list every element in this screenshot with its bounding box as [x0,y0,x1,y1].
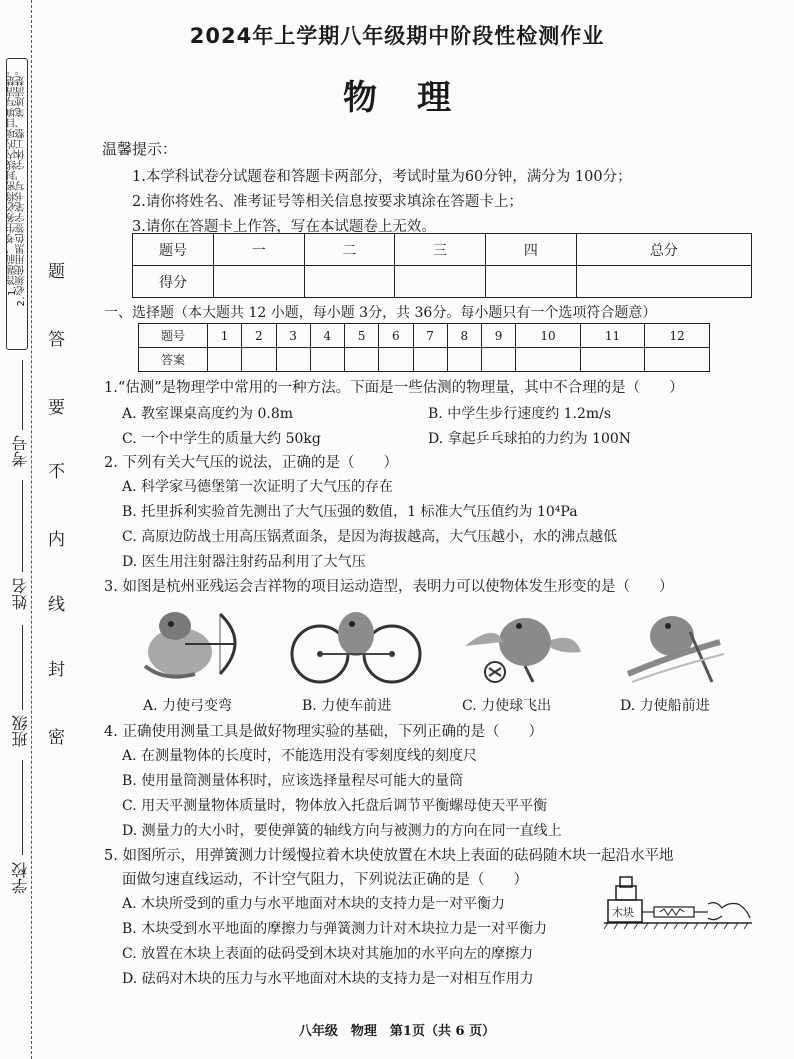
answer-number: 10 [516,324,581,348]
block-spring-scale-figure [604,874,754,932]
score-cell [214,266,305,298]
question-4-option-c: C. 用天平测量物体质量时，物体放入托盘后调节平衡螺母使天平平衡 [122,798,548,814]
answer-number: 12 [645,324,710,348]
score-header-cell: 四 [486,234,577,266]
question-4-stem: 4. 正确使用测量工具是做好物理实验的基础，下列正确的是（ ） [104,724,543,740]
field-name: 姓名 [11,578,30,610]
score-table [132,233,752,298]
answer-number: 8 [447,324,481,348]
answer-cell [242,348,276,372]
answer-row-label: 答案 [139,348,208,372]
answer-cell [310,348,344,372]
seal-char: 内 [44,530,64,547]
answer-table [138,323,710,372]
seal-char: 线 [44,595,64,612]
field-id: 考号 [11,435,30,467]
answer-cell [345,348,379,372]
seal-char: 密 [44,728,64,745]
block-label: 木块 [612,906,634,919]
question-1-option-a: A. 教室课桌高度约为 0.8m [122,406,294,422]
answer-cell [379,348,413,372]
field-name-line [22,480,23,572]
score-header-cell: 二 [304,234,395,266]
question-2-option-b: B. 托里拆利实验首先测出了大气压强的数值，1 标准大气压值约为 10⁴Pa [122,504,578,520]
seal-char: 封 [44,660,64,677]
tips-rule-1: 1.本学科试卷分试题卷和答题卡两部分，考试时量为60分钟，满分为 100分； [132,169,632,185]
question-2-option-a: A. 科学家马德堡第一次证明了大气压的存在 [122,479,394,495]
subject-title: 物理 [343,78,491,118]
question-5-option-d: D. 砝码对木块的压力与水平地面对木块的支持力是一对相互作用力 [122,971,534,987]
answer-number: 2 [242,324,276,348]
question-5-stem: 5. 如图所示，用弹簧测力计缓慢拉着木块使放置在木块上表面的砝码随木块一起沿水平地 [104,848,674,864]
answer-header-label: 题号 [139,324,208,348]
section-heading: 一、选择题（本大题共 12 小题，每小题 3分，共 36分。每小题只有一个选项符合题意） [104,305,657,321]
seal-dashed-line [31,0,32,1059]
seal-char: 题 [44,262,64,279]
seal-char: 答 [44,330,64,347]
field-class: 班级 [11,715,30,747]
question-1-option-d: D. 拿起乒乓球拍的力约为 100N [428,431,632,447]
field-school: 学校 [11,862,30,894]
answer-number: 7 [413,324,447,348]
field-class-line [22,625,23,710]
score-row-label: 得分 [133,266,214,298]
answer-cell [447,348,481,372]
tips-rule-3: 3.请你在答题卡上作答，写在本试题卷上无效。 [132,219,436,235]
mascot-wheelchair-image [288,602,423,688]
field-id-line [22,360,23,430]
answer-cell [580,348,645,372]
answer-cell [413,348,447,372]
answer-cell [645,348,710,372]
answer-number: 4 [310,324,344,348]
tips-label: 温馨提示： [102,140,178,158]
mascot-boat-image [620,602,730,688]
answer-number: 1 [208,324,242,348]
question-1-option-b: B. 中学生步行速度约 1.2m/s [428,406,612,422]
question-3-option-c: C. 力使球飞出 [462,698,552,714]
question-1-option-c: C. 一个中学生的质量大约 50kg [122,431,321,447]
question-5-option-b: B. 木块受到水平地面的摩擦力与弹簧测力计对木块拉力是一对平衡力 [122,921,548,937]
answer-number: 3 [276,324,310,348]
tips-rule-2: 2.请你将姓名、准考证号等相关信息按要求填涂在答题卡上； [132,194,523,210]
question-3-stem: 3. 如图是杭州亚残运会吉祥物的项目运动造型，表明力可以使物体发生形变的是（ ） [104,579,674,595]
answer-number: 9 [482,324,516,348]
notice-line-1: 1.答题前，考生务必将密封线内的项目填写清楚。 [7,65,18,297]
question-4-option-b: B. 使用量筒测量体积时，应该选择量程尽可能大的量筒 [122,773,464,789]
score-cell [576,266,751,298]
question-5-option-c: C. 放置在木块上表面的砝码受到木块对其施加的水平向左的摩擦力 [122,946,534,962]
score-header-cell: 总分 [576,234,751,266]
question-3-option-b: B. 力使车前进 [302,698,392,714]
question-2-option-d: D. 医生用注射器注射药品利用了大气压 [122,554,366,570]
answer-number: 6 [379,324,413,348]
score-cell [304,266,395,298]
answer-cell [482,348,516,372]
notice-line-2: 2.必须使用黑色签字笔书写，字体工整、笔迹清楚。 [16,65,27,307]
question-5-stem-continued: 面做匀速直线运动，不计空气阻力，下列说法正确的是（ ） [122,872,528,888]
question-3-option-d: D. 力使船前进 [620,698,710,714]
answer-number: 11 [580,324,645,348]
score-cell [395,266,486,298]
score-header-cell: 一 [214,234,305,266]
exam-title: 2024年上学期八年级期中阶段性检测作业 [189,24,605,48]
question-2-option-c: C. 高原边防战士用高压锅煮面条，是因为海拔越高，大气压越小，水的沸点越低 [122,529,618,545]
seal-char: 要 [44,398,64,415]
question-4-option-d: D. 测量力的大小时，要使弹簧的轴线方向与被测力的方向在同一直线上 [122,823,562,839]
score-header-cell: 题号 [133,234,214,266]
page-footer: 八年级 物理 第1页（共 6 页） [298,1024,496,1039]
binding-strip [0,0,40,1059]
answer-cell [516,348,581,372]
question-1-stem: 1.“估测”是物理学中常用的一种方法。下面是一些估测的物理量，其中不合理的是（ ） [104,380,684,396]
answer-cell [208,348,242,372]
answer-number: 5 [345,324,379,348]
score-cell [486,266,577,298]
question-3-option-a: A. 力使弓变弯 [143,698,233,714]
question-4-option-a: A. 在测量物体的长度时，不能选用没有零刻度线的刻度尺 [122,748,478,764]
answer-cell [276,348,310,372]
field-school-line [22,760,23,855]
seal-char: 不 [44,462,64,479]
mascot-ball-image [455,602,585,688]
question-5-option-a: A. 木块所受到的重力与水平地面对木块的支持力是一对平衡力 [122,896,506,912]
question-2-stem: 2. 下列有关大气压的说法，正确的是（ ） [104,455,398,471]
mascot-bow-image [125,604,260,684]
score-header-cell: 三 [395,234,486,266]
